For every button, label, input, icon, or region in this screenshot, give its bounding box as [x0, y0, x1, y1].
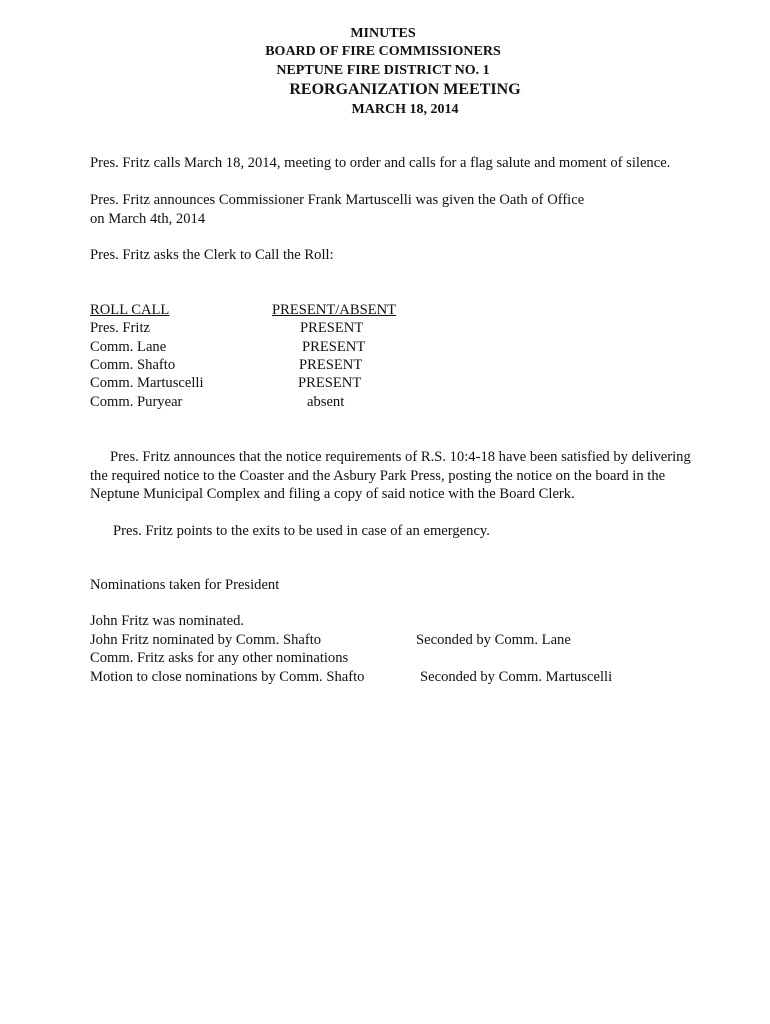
seconded-text: Seconded by Comm. Lane [416, 632, 571, 648]
notice-text-line1: Pres. Fritz announces that the notice requirements of R.S. 10:4-18 have been satisfied by delivering [110, 449, 691, 465]
nomination-line: Comm. Fritz asks for any other nominations [90, 650, 349, 666]
exits-text: Pres. Fritz points to the exits to be used in case of an emergency. [113, 523, 490, 539]
header-board: BOARD OF FIRE COMMISSIONERS [265, 44, 501, 59]
nomination-line: Motion to close nominations by Comm. Shafto [90, 669, 365, 685]
member-name: Comm. Martuscelli [90, 375, 204, 391]
member-status: PRESENT [299, 357, 363, 373]
header-date: MARCH 18, 2014 [351, 102, 459, 117]
member-name: Pres. Fritz [90, 320, 150, 336]
member-status: absent [307, 394, 345, 410]
status-header: PRESENT/ABSENT [272, 302, 397, 318]
header-minutes: MINUTES [350, 26, 416, 41]
nominations-heading: Nominations taken for President [90, 577, 280, 593]
member-status: PRESENT [298, 375, 362, 391]
header-meeting-title: REORGANIZATION MEETING [289, 81, 521, 98]
oath-text-line1: Pres. Fritz announces Commissioner Frank Martuscelli was given the Oath of Office [90, 192, 585, 208]
member-name: Comm. Shafto [90, 357, 176, 373]
oath-text-line2: on March 4th, 2014 [90, 211, 206, 227]
nomination-line: John Fritz was nominated. [90, 613, 245, 629]
member-status: PRESENT [302, 339, 366, 355]
member-status: PRESENT [300, 320, 364, 336]
seconded-text: Seconded by Comm. Martuscelli [420, 669, 613, 685]
call-to-order-text: Pres. Fritz calls March 18, 2014, meeting to order and calls for a flag salute and moment of silence. [90, 155, 671, 171]
nomination-line: John Fritz nominated by Comm. Shafto [90, 632, 322, 648]
header-district: NEPTUNE FIRE DISTRICT NO. 1 [276, 63, 490, 78]
roll-call-header: ROLL CALL [90, 302, 170, 318]
member-name: Comm. Puryear [90, 394, 183, 410]
notice-text-line3: Neptune Municipal Complex and filing a copy of said notice with the Board Clerk. [90, 486, 575, 502]
notice-text-line2: the required notice to the Coaster and the Asbury Park Press, posting the notice on the board in the [90, 468, 666, 484]
member-name: Comm. Lane [90, 339, 167, 355]
roll-call-request-text: Pres. Fritz asks the Clerk to Call the Roll: [90, 247, 334, 263]
